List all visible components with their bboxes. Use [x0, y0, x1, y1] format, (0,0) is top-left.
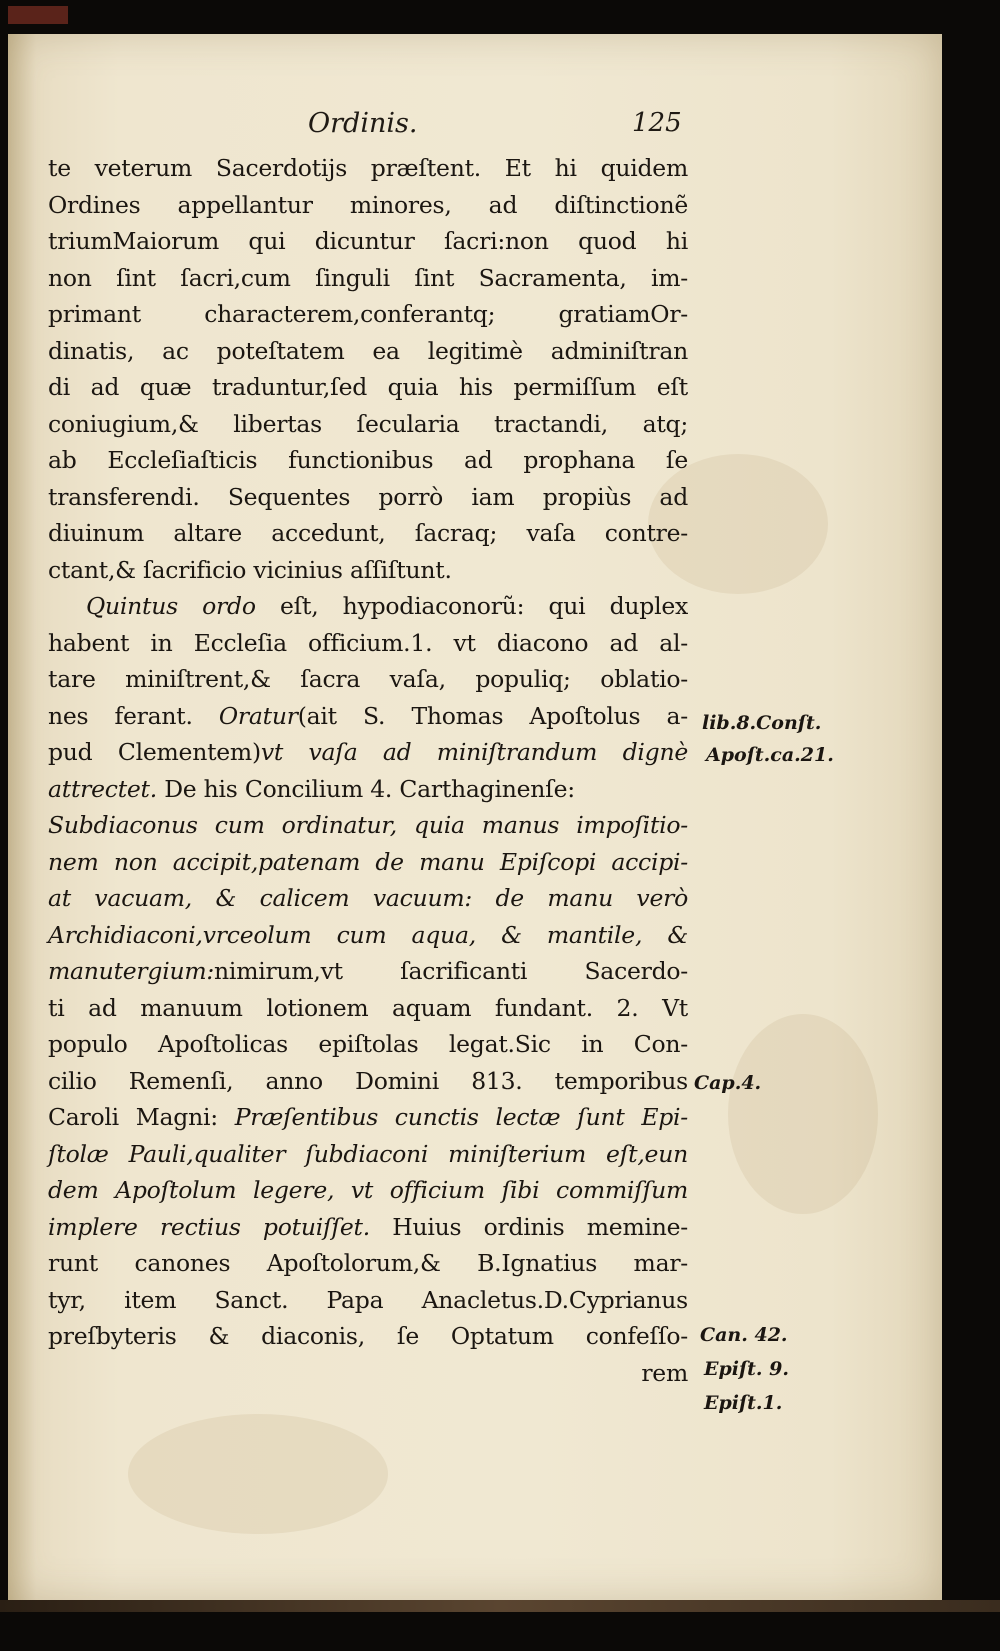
text-segment: ti ad manuum lotionem aquam fundant. 2. Vt — [48, 993, 688, 1022]
paper-stain — [128, 1414, 388, 1534]
text-segment: pud Clementem) — [48, 738, 261, 766]
text-line — [48, 807, 688, 844]
margin-note: Can. 42. — [700, 1324, 788, 1346]
running-title: Ordinis. — [308, 108, 418, 139]
text-segment: eſt, hypodiaconorũ: qui duplex — [255, 592, 689, 620]
italic-segment: Præſentibus cunctis lectæ ſunt Epi- — [234, 1103, 688, 1131]
text-line — [48, 369, 688, 406]
text-line — [48, 515, 688, 552]
text-line — [48, 1355, 688, 1392]
text-segment: diuinum altare accedunt, ſacraq; vaſa contre- — [48, 519, 688, 547]
text-line — [48, 588, 688, 625]
text-segment: rem — [641, 1358, 688, 1387]
text-segment: (ait S. Thomas Apoſtolus a- — [297, 701, 688, 730]
text-line — [48, 880, 688, 917]
text-line — [48, 187, 688, 224]
text-line — [48, 1245, 688, 1282]
text-line — [48, 1172, 688, 1209]
text-segment: ab Eccleſiaſticis functionibus ad prophana ſe — [48, 446, 688, 474]
text-line — [48, 698, 688, 735]
page-number: 125 — [632, 108, 682, 138]
main-text-column — [48, 150, 688, 1391]
text-line — [48, 1099, 688, 1136]
text-segment: tare miniſtrent,& ſacra vaſa, populiq; oblatio- — [48, 665, 688, 693]
text-segment: di ad quæ traduntur,ſed quia his permiſſum eſt — [48, 373, 688, 401]
text-line — [48, 844, 688, 881]
italic-segment: Oratur — [218, 701, 298, 730]
text-segment: Ordines appellantur minores, ad diſtinctionẽ — [48, 190, 688, 219]
margin-note: Cap.4. — [694, 1072, 762, 1094]
text-segment: De his Concilium 4. Carthaginenſe: — [156, 774, 575, 803]
text-line — [48, 953, 688, 990]
text-segment: ctant,& ſacrificio vicinius aſſiſtunt. — [48, 555, 452, 584]
text-line — [48, 223, 688, 260]
text-segment: triumMaiorum qui dicuntur ſacri:non quod hi — [48, 227, 688, 255]
text-line — [48, 1063, 688, 1100]
margin-note: lib.8.Conſt. — [702, 712, 822, 734]
text-segment: primant characterem,conferantq; gratiamOr- — [48, 300, 688, 328]
text-line — [48, 917, 688, 954]
text-line — [48, 479, 688, 516]
text-segment: habent in Eccleſia officium.1. vt diacono ad al- — [48, 628, 688, 657]
text-line — [48, 406, 688, 443]
italic-segment: dem Apoſtolum legere, vt officium ſibi commiſſum — [48, 1176, 688, 1204]
italic-segment: nem non accipit,patenam de manu Epiſcopi accipi- — [48, 847, 688, 876]
margin-note: Epiſt.1. — [704, 1392, 783, 1414]
italic-segment: Archidiaconi,vrceolum cum aqua, & mantile, & — [48, 920, 688, 949]
text-segment: te veterum Sacerdotijs præſtent. Et hi quidem — [48, 154, 688, 182]
paper-stain — [728, 1014, 878, 1214]
page-bottom-edge — [0, 1600, 1000, 1612]
corner-tab — [8, 6, 68, 24]
text-segment: non ſint ſacri,cum ſinguli ſint Sacramenta, im- — [48, 263, 688, 292]
italic-segment: implere rectius potuiſſet. — [48, 1212, 370, 1241]
text-segment: coniugium,& libertas ſecularia tractandi, atq; — [48, 409, 688, 438]
text-line — [48, 1282, 688, 1319]
margin-note: Apoſt.ca.21. — [706, 744, 834, 766]
text-segment: Huius ordinis memine- — [369, 1212, 688, 1241]
text-segment: runt canones Apoſtolorum,& B.Ignatius mar- — [48, 1249, 688, 1277]
text-segment: dinatis, ac poteſtatem ea legitimè adminiſtran — [48, 336, 688, 365]
text-line — [48, 625, 688, 662]
italic-segment: Subdiaconus cum ordinatur, quia manus impoſitio- — [48, 811, 688, 839]
text-segment: cilio Remenſi, anno Domini 813. temporibus — [48, 1066, 688, 1095]
text-segment: nes ferant. — [48, 701, 219, 730]
text-segment: populo Apoſtolicas epiſtolas legat.Sic in Con- — [48, 1030, 688, 1058]
text-line — [48, 990, 688, 1027]
text-line — [48, 260, 688, 297]
text-line — [48, 296, 688, 333]
text-segment: tyr, item Sanct. Papa Anacletus.D.Cyprianus — [48, 1285, 688, 1314]
page-header — [0, 108, 1000, 142]
italic-segment: vt vaſa ad miniſtrandum dignè — [260, 738, 688, 766]
text-line — [48, 150, 688, 187]
text-segment: transferendi. Sequentes porrò iam propiùs ad — [48, 482, 688, 511]
text-segment: Caroli Magni: — [48, 1103, 235, 1131]
text-line — [48, 1026, 688, 1063]
text-line — [48, 333, 688, 370]
italic-segment: ſtolæ Pauli,qualiter ſubdiaconi miniſterium eſt,eun — [48, 1139, 688, 1168]
text-segment: preſbyteris & diaconis, ſe Optatum confeſſo- — [48, 1322, 688, 1350]
text-segment: nimirum,vt ſacrificanti Sacerdo- — [214, 957, 688, 985]
italic-segment: at vacuam, & calicem vacuum: de manu verò — [48, 884, 688, 912]
italic-segment: attrectet. — [48, 774, 157, 803]
text-line — [48, 771, 688, 808]
text-line — [48, 1136, 688, 1173]
italic-segment: Quintus ordo — [86, 592, 256, 620]
italic-segment: manutergium: — [48, 957, 215, 985]
text-line — [48, 1318, 688, 1355]
text-line — [48, 734, 688, 771]
text-line — [48, 1209, 688, 1246]
text-line — [48, 552, 688, 589]
text-line — [48, 661, 688, 698]
margin-note: Epiſt. 9. — [704, 1358, 789, 1380]
text-line — [48, 442, 688, 479]
